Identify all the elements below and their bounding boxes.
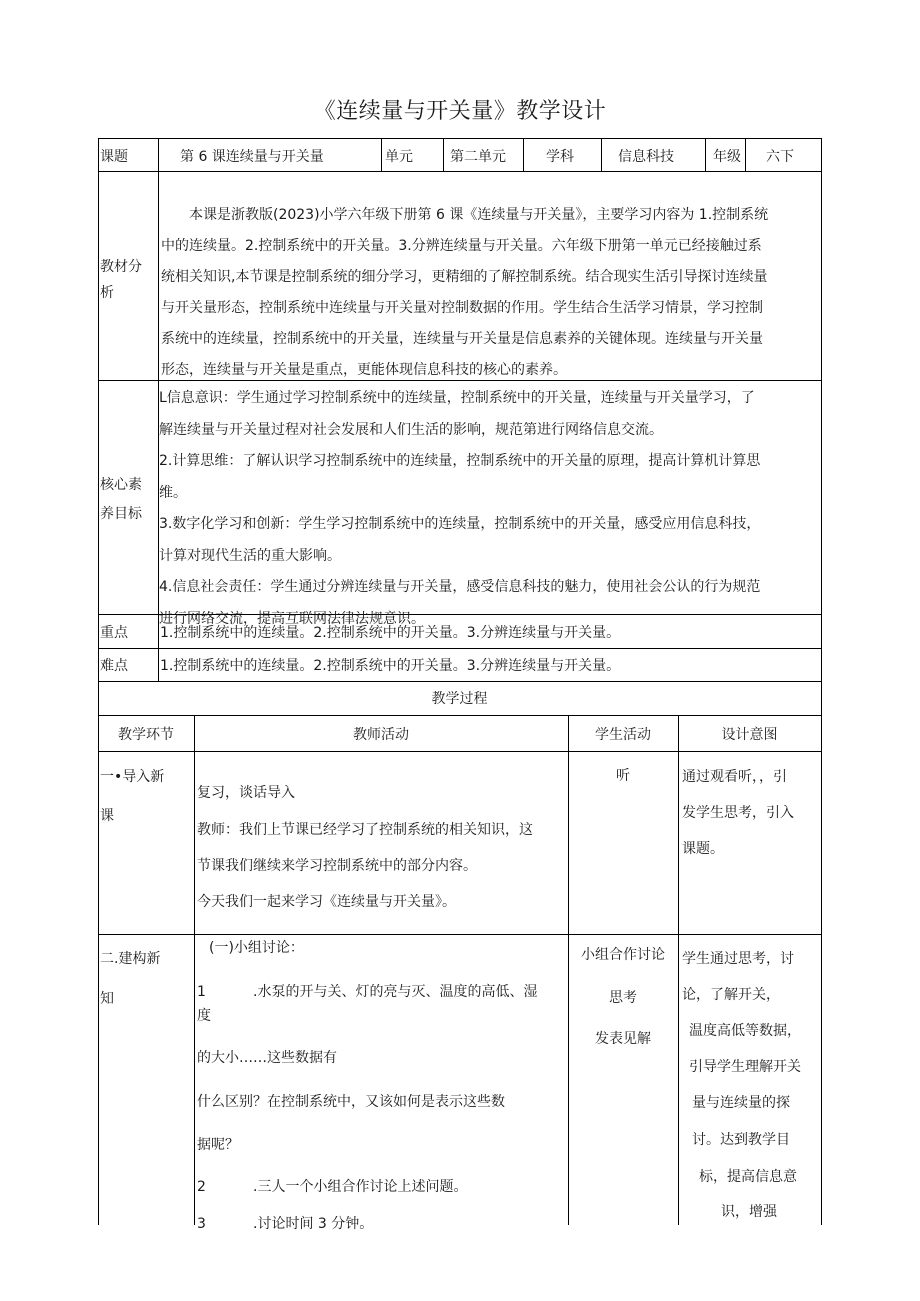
- stage2-item1-line3: 什么区别？在控制系统中，又该如何是表示这些数: [197, 1094, 505, 1110]
- core-label-line2: 养目标: [100, 506, 142, 522]
- grade-value: 六下: [766, 149, 794, 165]
- stage2-item3-text: .讨论时间 3 分钟。: [253, 1216, 374, 1232]
- stage2-item3-number: 3: [197, 1216, 206, 1232]
- analysis-line: 本课是浙教版(2023)小学六年级下册第 6 课《连续量与开关量》，主要学习内容为 1.控制系统: [161, 207, 769, 223]
- rule-header-bottom: [98, 751, 821, 752]
- unit-value: 第二单元: [450, 149, 506, 165]
- document-title: 《连续量与开关量》教学设计: [313, 99, 607, 124]
- stage2-student-line: 小组合作讨论: [581, 947, 665, 963]
- core-label-line1: 核心素: [100, 477, 142, 493]
- difficult-point-text: 1.控制系统中的连续量。2.控制系统中的开关量。3.分辨连续量与开关量。: [160, 658, 621, 674]
- rule-info-4: [601, 138, 602, 171]
- stage1-teacher-line: 今天我们一起来学习《连续量与开关量》。: [197, 894, 456, 910]
- stage2-student-line: 思考: [609, 990, 637, 1006]
- analysis-text: [161, 200, 768, 386]
- key-point-label: 重点: [100, 625, 128, 641]
- stage2-intent-line: 识，增强: [721, 1204, 777, 1220]
- rule-difficult-bottom: [98, 681, 821, 682]
- header-intent: 设计意图: [721, 727, 778, 743]
- subject-value: 信息科技: [618, 149, 674, 165]
- header-stage: 教学环节: [118, 727, 174, 743]
- stage2-intent-line: 量与连续量的探: [692, 1095, 790, 1111]
- stage2-item2-number: 2: [197, 1179, 206, 1195]
- stage1-teacher-line: 节课我们继续来学习控制系统中的部分内容。: [197, 858, 477, 874]
- stage1-teacher-line: 教师：我们上节课已经学习了控制系统的相关知识，这: [197, 822, 533, 838]
- stage2-item1-line2: 的大小……这些数据有: [197, 1050, 337, 1066]
- stage2-intent-line: 学生通过思考，讨: [682, 951, 794, 967]
- stage1-intent-line: 课题。: [682, 841, 724, 857]
- rule-info-6: [745, 138, 746, 171]
- stage2-item1-number: 1: [197, 984, 206, 1000]
- stage2-item3-clip: [194, 1214, 568, 1232]
- header-student: 学生活动: [595, 727, 651, 743]
- core-line: 3.数字化学习和创新：学生学习控制系统中的连续量，控制系统中的开关量，感受应用信息科技，: [159, 516, 761, 532]
- stage2-intent-line: 温度高低等数据，: [689, 1023, 801, 1039]
- stage2-student-line: 发表见解: [595, 1031, 651, 1047]
- course-value: 第 6 课连续量与开关量: [180, 149, 324, 165]
- stage2-item1-line4: 据呢？: [197, 1137, 239, 1153]
- stage2-intent-line: 论，了解开关，: [682, 987, 780, 1003]
- difficult-point-label: 难点: [100, 658, 128, 674]
- core-line: 进行网络交流，提高互联网法律法规意识。: [159, 610, 425, 627]
- core-line: 2.计算思维：了解认识学习控制系统中的连续量，控制系统中的开关量的原理，提高计算机计算思: [159, 453, 761, 469]
- analysis-label-line2: 析: [100, 285, 114, 301]
- stage1-name-line2: 课: [100, 808, 114, 824]
- course-label: 课题: [100, 149, 128, 165]
- rule-process-title-bottom: [98, 715, 821, 716]
- subject-label: 学科: [546, 149, 574, 165]
- stage2-name-line1: 二.建构新: [100, 951, 161, 967]
- header-teacher: 教师活动: [353, 727, 409, 743]
- unit-label: 单元: [385, 149, 413, 165]
- stage1-intent-line: 通过观看听，，引: [682, 769, 787, 785]
- stage2-intent-line: 引导学生理解开关: [689, 1059, 801, 1075]
- stage1-intent-line: 发学生思考，引入: [682, 805, 794, 821]
- rule-info-1: [381, 138, 382, 171]
- stage1-name-line1: 一•导入新: [100, 769, 165, 785]
- stage2-item2-text: .三人一个小组合作讨论上述问题。: [253, 1179, 468, 1195]
- grade-label: 年级: [713, 149, 741, 165]
- process-title: 教学过程: [431, 691, 488, 707]
- stage1-teacher-line: 复习，谈话导入: [197, 785, 295, 801]
- core-line: L信息意识：学生通过学习控制系统中的连续量，控制系统中的开关量，连续量与开关量学习，了: [159, 390, 755, 406]
- core-line: 计算对现代生活的重大影响。: [159, 547, 341, 564]
- stage2-intent-line: 讨。达到教学目: [692, 1132, 790, 1148]
- stage2-item1-text: .水泵的开与关、灯的亮与灭、温度的高低、湿: [253, 984, 538, 1000]
- rule-stage1-bottom: [98, 934, 821, 935]
- analysis-line: 与开关量形态，控制系统中连续量与开关量对控制数据的作用。学生结合生活学习情景，学习控制: [161, 300, 763, 316]
- stage2-intent-line: 标，提高信息意: [699, 1169, 797, 1185]
- key-point-text: 1.控制系统中的连续量。2.控制系统中的开关量。3.分辨连续量与开关量。: [160, 625, 621, 641]
- rule-process-2: [568, 715, 569, 1225]
- rule-info-bottom: [98, 171, 821, 172]
- rule-info-2: [443, 138, 444, 171]
- stage2-item1-wrap: 度: [197, 1008, 211, 1024]
- rule-process-3: [678, 715, 679, 1225]
- core-text: [159, 383, 761, 627]
- rule-process-1: [194, 715, 195, 1225]
- core-line: 解连续量与开关量过程对社会发展和人们生活的影响，规范第进行网络信息交流。: [159, 421, 663, 438]
- core-line: 4.信息社会责任：学生通过分辨连续量与开关量，感受信息科技的魅力，使用社会公认的行为规范: [159, 579, 761, 595]
- rule-info-3: [523, 138, 524, 171]
- analysis-line: 系统中的连续量，控制系统中的开关量，连续量与开关量是信息素养的关键体现。连续量与开关量: [161, 331, 763, 347]
- analysis-label-line1: 教材分: [100, 259, 142, 275]
- stage2-name-line2: 知: [100, 991, 114, 1007]
- lesson-plan-table: [98, 138, 822, 1232]
- analysis-line: 形态，连续量与开关量是重点，更能体现信息科技的核心的素养。: [161, 362, 567, 378]
- analysis-line: 统相关知识,本节课是控制系统的细分学习，更精细的了解控制系统。结合现实生活引导探讨连续量: [161, 269, 768, 285]
- rule-key-bottom: [98, 648, 821, 649]
- stage1-student: 听: [616, 768, 630, 784]
- rule-info-5: [705, 138, 706, 171]
- stage2-teacher-heading: (一)小组讨论：: [209, 940, 304, 956]
- core-line: 维。: [159, 484, 187, 501]
- analysis-line: 中的连续量。2.控制系统中的开关量。3.分辨连续量与开关量。六年级下册第一单元已经接触过系: [161, 238, 762, 254]
